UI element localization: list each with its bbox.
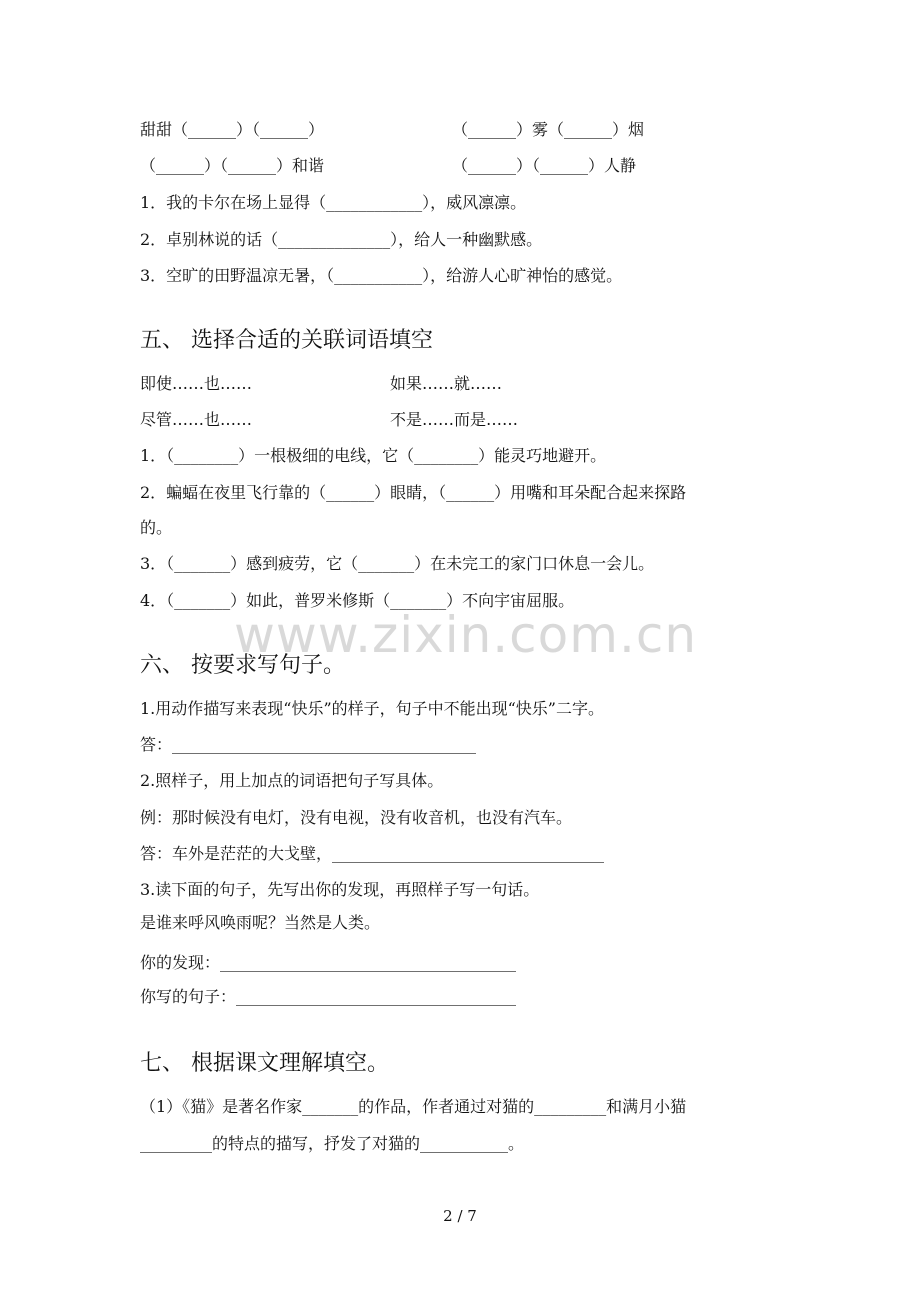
section7-line-1: （1）《猫》是著名作家_______的作品，作者通过对猫的_________和满月小猫	[140, 1097, 687, 1116]
section6-line-6: 3.读下面的句子，先写出你的发现，再照样子写一句话。	[140, 880, 540, 899]
section6-line-7: 是谁来呼风唤雨呢？当然是人类。	[140, 913, 381, 932]
page-number: 2 / 7	[443, 1207, 477, 1225]
sentence-fill-3: 3．空旷的田野温凉无暑，（___________），给游人心旷神怡的感觉。	[140, 266, 623, 285]
sentence-fill-2: 2．卓别林说的话（______________），给人一种幽默感。	[140, 230, 543, 249]
fill-row2-left: （______）（______）和谐	[140, 156, 325, 175]
section5-item-1: 1．（________）一根极细的电线，它（________）能灵巧地避开。	[140, 446, 607, 465]
section5-item-3: 3．（_______）感到疲劳，它（_______）在未完工的家门口休息一会儿。	[140, 554, 655, 573]
section5-item-2: 2．蝙蝠在夜里飞行靠的（______）眼睛，（______）用嘴和耳朵配合起来探路	[140, 483, 687, 502]
sentence-fill-1: 1．我的卡尔在场上显得（____________），威风凛凛。	[140, 193, 527, 212]
section6-line-5: 答：车外是茫茫的大戈壁，__________________________________	[140, 844, 605, 863]
fill-row1-left: 甜甜（______）（______）	[140, 120, 325, 139]
watermark: www.zixin.com.cn	[234, 606, 698, 664]
section6-title: 六、 按要求写句子。	[140, 653, 345, 678]
option-2: 如果……就……	[390, 374, 503, 393]
section6-line-9: 你写的句子：___________________________________	[140, 987, 517, 1006]
option-1: 即使……也……	[140, 374, 253, 393]
option-4: 不是……而是……	[390, 410, 519, 429]
section7-line-2: _________的特点的描写，抒发了对猫的___________。	[140, 1134, 525, 1153]
fill-row2-right: （______）（______）人静	[452, 156, 637, 175]
section6-line-2: 答：______________________________________	[140, 735, 477, 754]
section6-line-1: 1.用动作描写来表现“快乐”的样子，句子中不能出现“快乐”二字。	[140, 699, 604, 718]
section5-item-4: 4．（_______）如此，普罗米修斯（_______）不向宇宙屈服。	[140, 591, 575, 610]
section6-line-3: 2.照样子，用上加点的词语把句子写具体。	[140, 771, 444, 790]
section6-line-4: 例：那时候没有电灯，没有电视，没有收音机，也没有汽车。	[140, 808, 573, 827]
section6-line-8: 你的发现：_____________________________________	[140, 953, 517, 972]
section5-item-2-cont: 的。	[140, 518, 173, 537]
section5-title: 五、 选择合适的关联词语填空	[140, 328, 433, 353]
section7-title: 七、 根据课文理解填空。	[140, 1051, 389, 1076]
option-3: 尽管……也……	[140, 410, 253, 429]
fill-row1-right: （______）雾（______）烟	[452, 120, 645, 139]
